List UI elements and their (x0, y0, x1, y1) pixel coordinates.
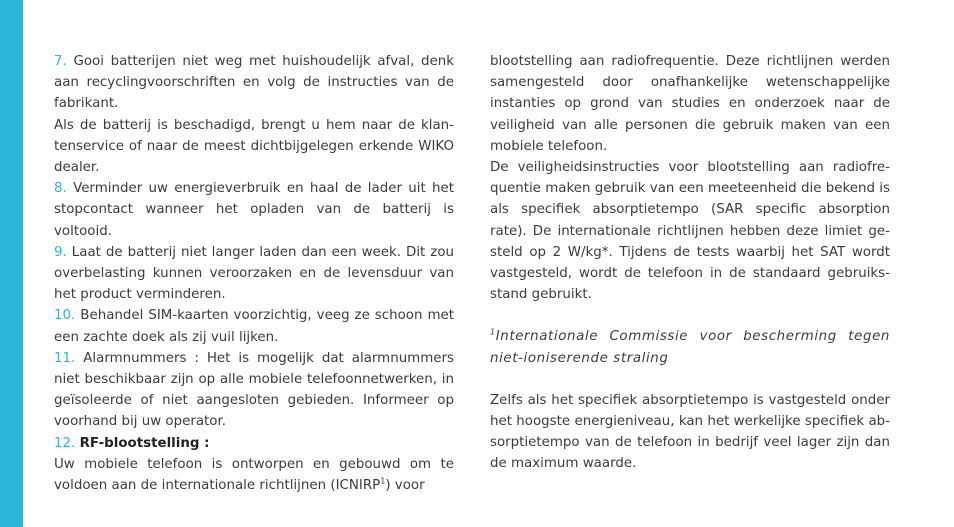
footnote-text: Internationale Commissie voor bescherming tegen niet-ioniserende straling (490, 329, 890, 366)
item-7-extra: Als de batterij is beschadigd, brengt u hem naar de klan-tenservice of naar de meest dichtbijgelegen erkende WIKO dealer. (54, 117, 454, 176)
item-11 (54, 348, 454, 433)
accent-edge-bar (0, 0, 23, 527)
right-paragraph-1: blootstelling aan radiofrequentie. Deze richtlijnen werden samengesteld door onafhankelijke wetenschappelijke instanties op grond van studies en onderzoek naar de veiligheid van alle personen die gebruik maken van een mobiele telefoon. (490, 54, 890, 154)
item-10 (54, 305, 454, 347)
spacer (490, 369, 890, 390)
item-7-number: 7. (54, 54, 67, 69)
item-8 (54, 178, 454, 242)
item-7-text: Gooi batterijen niet weg met huishoudelijk afval, denk aan recyclingvoorschriften en volg de instructies van de fabrikant. (54, 54, 454, 112)
item-12-heading: RF-blootstelling : (79, 435, 210, 451)
item-12-number: 12. (54, 435, 76, 451)
left-column (54, 51, 454, 496)
item-10-number: 10. (54, 308, 76, 324)
item-11-number: 11. (54, 350, 76, 366)
item-7 (54, 51, 454, 115)
item-8-text: Verminder uw energieverbruik en haal de lader uit het stopcontact wanneer het opladen van de batterij is voltooid. (54, 181, 454, 239)
item-12-heading-line (54, 433, 454, 454)
item-11-text: Alarmnummers : Het is mogelijk dat alarmnummers niet beschikbaar zijn op alle mobiele telefoonnetwerken, in geïsoleerde of niet aangesloten gebieden. Informeer op voorhand bij uw operator. (54, 350, 454, 430)
item-8-number: 8. (54, 181, 67, 197)
spacer (490, 305, 890, 326)
item-9-text: Laat de batterij niet langer laden dan een week. Dit zou overbelasting kunnen veroorzaken en de levensduur van het product verminderen. (54, 244, 455, 303)
item-9-number: 9. (54, 244, 67, 260)
right-paragraph-3: Zelfs als het specifiek absorptietempo is vastgesteld onder het hoogste energieniveau, kan het werkelijke specifiek ab-sorptietempo van de telefoon in bedrijf veel lager zijn dan de maximum waarde. (490, 392, 890, 472)
item-12-footnote-mark: 1 (380, 476, 386, 486)
footnote-mark: 1 (490, 327, 496, 337)
right-column (490, 51, 890, 475)
footnote (490, 326, 890, 368)
item-9 (54, 242, 454, 306)
item-12-text-after: ) voor (385, 478, 425, 494)
item-12-text (54, 454, 454, 496)
item-12-text-before: Uw mobiele telefoon is ontworpen en gebouwd om te voldoen aan de internationale richtlijnen (ICNIRP (54, 456, 454, 494)
right-paragraph-2: De veiligheidsinstructies voor blootstelling aan radiofre-quentie maken gebruik van een meeteenheid die bekend is als specifiek absorptietempo (SAR specific absorption rate). De internationale richtlijnen hebben deze limiet ge-steld op 2 W/kg*. Tijdens de tests waarbij het SAT wordt vastgesteld, wordt de telefoon in de standaard gebruiks-stand gebruikt. (490, 160, 890, 303)
item-10-text: Behandel SIM-kaarten voorzichtig, veeg ze schoon met een zachte doek als zij vuil lijken. (54, 308, 454, 345)
